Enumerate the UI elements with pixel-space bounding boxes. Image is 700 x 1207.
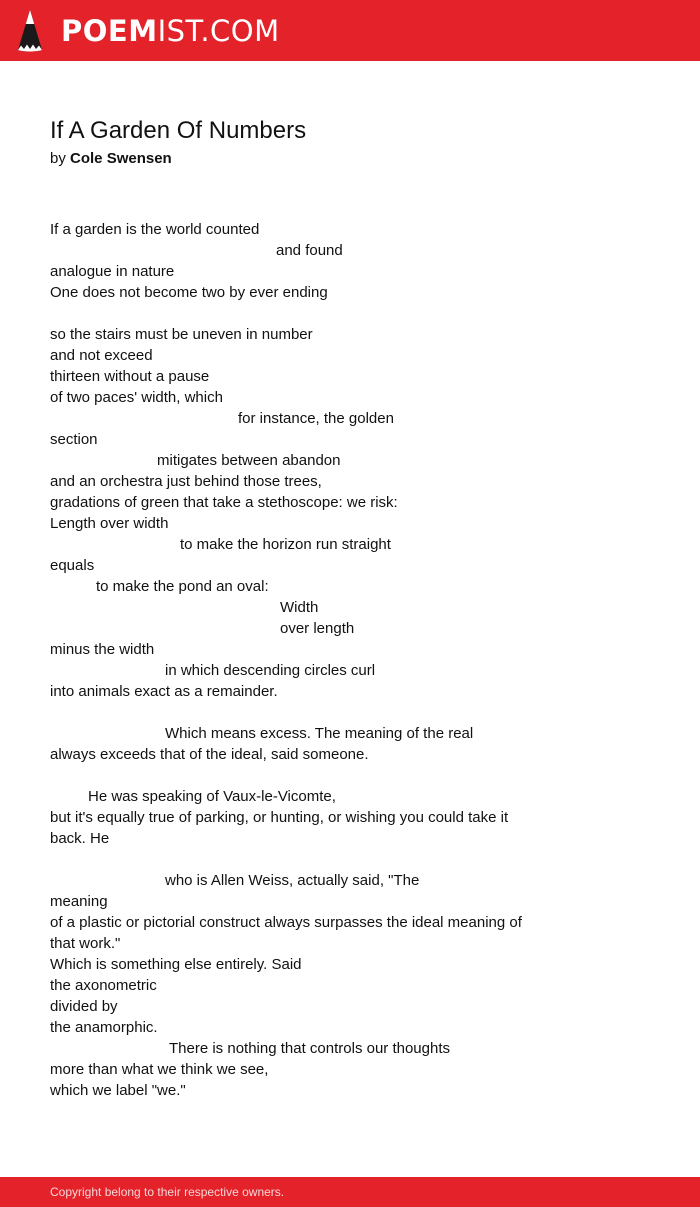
poem-line: There is nothing that controls our thoughts (169, 1040, 451, 1057)
poem-line: over length (280, 620, 355, 637)
poem-line: to make the pond an oval: (96, 578, 269, 595)
poem-line: and not exceed (50, 347, 153, 364)
poem-line: for instance, the golden (238, 410, 394, 427)
poem-line: equals (50, 557, 95, 574)
poem-line: minus the width (50, 641, 155, 658)
poem-line: of two paces' width, which (50, 389, 223, 406)
logo-text-light: IST.COM (157, 14, 280, 48)
byline (50, 149, 172, 169)
poem-line: so the stairs must be uneven in number (50, 326, 313, 343)
poem-line: Width (280, 599, 319, 616)
poem-line: and found (276, 242, 343, 259)
poem-line: Which is something else entirely. Said (50, 956, 302, 973)
stanza-break (50, 702, 550, 723)
poem-line: He was speaking of Vaux-le-Vicomte, (88, 788, 336, 805)
poem-line: analogue in nature (50, 263, 175, 280)
poem-line: in which descending circles curl (165, 662, 376, 679)
author-name: Cole Swensen (70, 150, 172, 167)
poem-line: thirteen without a pause (50, 368, 210, 385)
poem-line: mitigates between abandon (157, 452, 341, 469)
poem-line: more than what we think we see, (50, 1061, 269, 1078)
poem-line: that work." (50, 935, 121, 952)
poem-body (50, 219, 550, 1101)
site-logo[interactable] (17, 9, 280, 53)
poem-line: always exceeds that of the ideal, said someone. (50, 746, 369, 763)
poem-line: section (50, 431, 98, 448)
poem-line: who is Allen Weiss, actually said, "The (165, 872, 420, 889)
pencil-logo-icon (17, 9, 43, 53)
poem-line: back. He (50, 830, 110, 847)
poem-line: One does not become two by ever ending (50, 284, 328, 301)
logo-text-bold: POEM (61, 14, 158, 48)
poem-line: meaning (50, 893, 108, 910)
poem-title: If A Garden Of Numbers (50, 117, 307, 144)
poem-line: but it's equally true of parking, or hunting, or wishing you could take it (50, 809, 509, 826)
poem-line: gradations of green that take a stethoscope: we risk: (50, 494, 398, 511)
byline-prefix: by (50, 150, 66, 167)
site-footer (0, 1177, 700, 1207)
stanza-break (50, 849, 550, 870)
poem-line: the anamorphic. (50, 1019, 158, 1036)
poem-line: Length over width (50, 515, 169, 532)
poem-line: of a plastic or pictorial construct always surpasses the ideal meaning of (50, 914, 522, 931)
site-header (0, 0, 700, 61)
poem-line: into animals exact as a remainder. (50, 683, 278, 700)
stanza-break (50, 303, 550, 324)
poem-line: which we label "we." (50, 1082, 186, 1099)
stanza-break (50, 765, 550, 786)
poem-line: If a garden is the world counted (50, 221, 260, 238)
site-logo-text (61, 9, 280, 53)
copyright-text: Copyright belong to their respective owners. (50, 1185, 285, 1199)
poem-line: to make the horizon run straight (180, 536, 391, 553)
poem-line: the axonometric (50, 977, 157, 994)
poem-line: and an orchestra just behind those trees, (50, 473, 322, 490)
poem-line: Which means excess. The meaning of the real (165, 725, 474, 742)
poem-line: divided by (50, 998, 118, 1015)
